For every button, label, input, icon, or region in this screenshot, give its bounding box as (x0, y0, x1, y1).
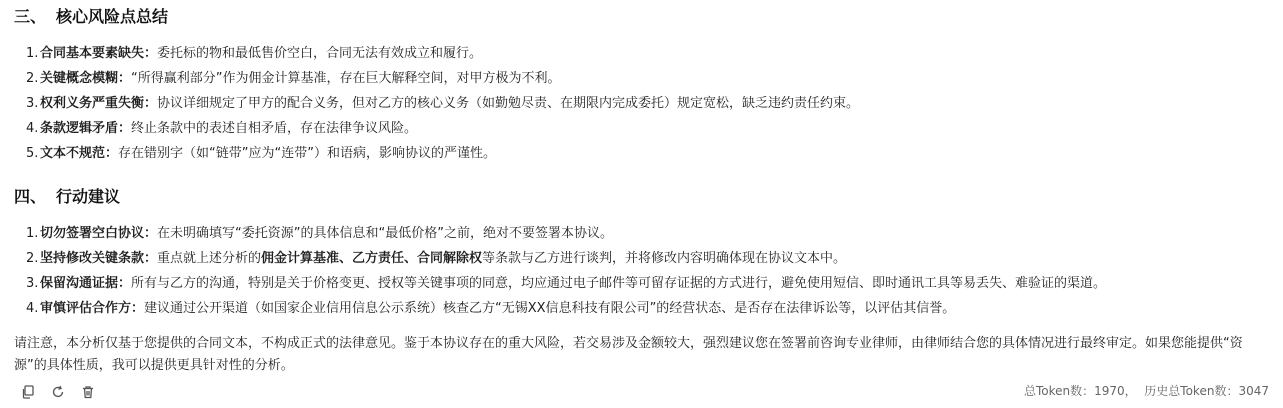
item-text: 所有与乙方的沟通，特别是关于价格变更、授权等关键事项的同意，均应通过电子邮件等可留存证据的方式进行，避免使用短信、即时通讯工具等易丢失、难验证的渠道。 (131, 276, 1107, 291)
message-content (14, 0, 1269, 390)
item-text: 建议通过公开渠道（如国家企业信用信息公示系统）核查乙方“无锡XX信息科技有限公司”的经营状态、是否存在法律诉讼等，以评估其信誉。 (144, 301, 956, 316)
list-index: 3. (26, 276, 39, 291)
item-label: 切勿签署空白协议： (40, 226, 158, 241)
list-index: 1. (26, 46, 39, 61)
item-text: 存在错别字（如“链带”应为“连带”）和语病，影响协议的严谨性。 (118, 146, 496, 161)
list-index: 1. (26, 226, 39, 241)
list-item (14, 116, 1269, 141)
section-number: 三、 (14, 7, 47, 26)
history-token-label: 历史总Token数： (1144, 384, 1239, 398)
section-heading-actions (14, 182, 1269, 212)
item-label: 保留沟通证据： (40, 276, 132, 291)
disclaimer-note: 请注意，本分析仅基于您提供的合同文本，不构成正式的法律意见。鉴于本协议存在的重大风险，若交易涉及金额较大，强烈建议您在签署前咨询专业律师，由律师结合您的具体情况进行最终审定。如果您能提供“资源”的具体性质，我可以提供更具针对性的分析。 (14, 336, 1243, 373)
item-label: 关键概念模糊： (40, 71, 132, 86)
item-text: 协议详细规定了甲方的配合义务，但对乙方的核心义务（如勤勉尽责、在期限内完成委托）规定宽松，缺乏违约责任约束。 (157, 96, 860, 111)
token-separator: ， (1124, 384, 1145, 398)
item-text: 终止条款中的表述自相矛盾，存在法律争议风险。 (131, 121, 418, 136)
section-heading-risks (14, 2, 1269, 32)
item-label: 审慎评估合作方： (40, 301, 145, 316)
copy-icon[interactable] (20, 384, 36, 400)
item-text: “所得赢利部分”作为佣金计算基准，存在巨大解释空间，对甲方极为不利。 (131, 71, 561, 86)
list-item (14, 296, 1269, 321)
list-index: 4. (26, 301, 39, 316)
list-index: 4. (26, 121, 39, 136)
action-list (14, 221, 1269, 321)
token-stats (1024, 382, 1269, 399)
risk-list (14, 41, 1269, 166)
item-label: 文本不规范： (40, 146, 119, 161)
list-index: 5. (26, 146, 39, 161)
list-item (14, 91, 1269, 116)
list-index: 2. (26, 251, 39, 266)
section-title: 行动建议 (56, 187, 121, 206)
item-text-post: 等条款与乙方进行谈判，并将修改内容明确体现在协议文本中。 (482, 251, 847, 266)
list-item (14, 221, 1269, 246)
regenerate-icon[interactable] (50, 384, 66, 400)
section-title: 核心风险点总结 (56, 7, 169, 26)
total-token-value: 1970 (1094, 384, 1125, 398)
total-token-label: 总Token数： (1023, 384, 1095, 398)
item-label: 权利义务严重失衡： (40, 96, 158, 111)
item-label: 坚持修改关键条款： (40, 251, 158, 266)
list-item (14, 271, 1269, 296)
list-index: 2. (26, 71, 39, 86)
item-text-pre: 重点就上述分析的 (157, 251, 262, 266)
message-toolbar (20, 384, 96, 400)
list-item (14, 66, 1269, 91)
item-text: 委托标的物和最低售价空白，合同无法有效成立和履行。 (157, 46, 483, 61)
item-label: 合同基本要素缺失： (40, 46, 158, 61)
item-text: 在未明确填写“委托资源”的具体信息和“最低价格”之前，绝对不要签署本协议。 (157, 226, 613, 241)
list-item (14, 141, 1269, 166)
item-text-bold: 佣金计算基准、乙方责任、合同解除权 (261, 251, 483, 266)
list-item (14, 41, 1269, 66)
list-item (14, 246, 1269, 271)
delete-icon[interactable] (80, 384, 96, 400)
section-number: 四、 (14, 187, 47, 206)
history-token-value: 3047 (1238, 384, 1269, 398)
list-index: 3. (26, 96, 39, 111)
item-label: 条款逻辑矛盾： (40, 121, 132, 136)
